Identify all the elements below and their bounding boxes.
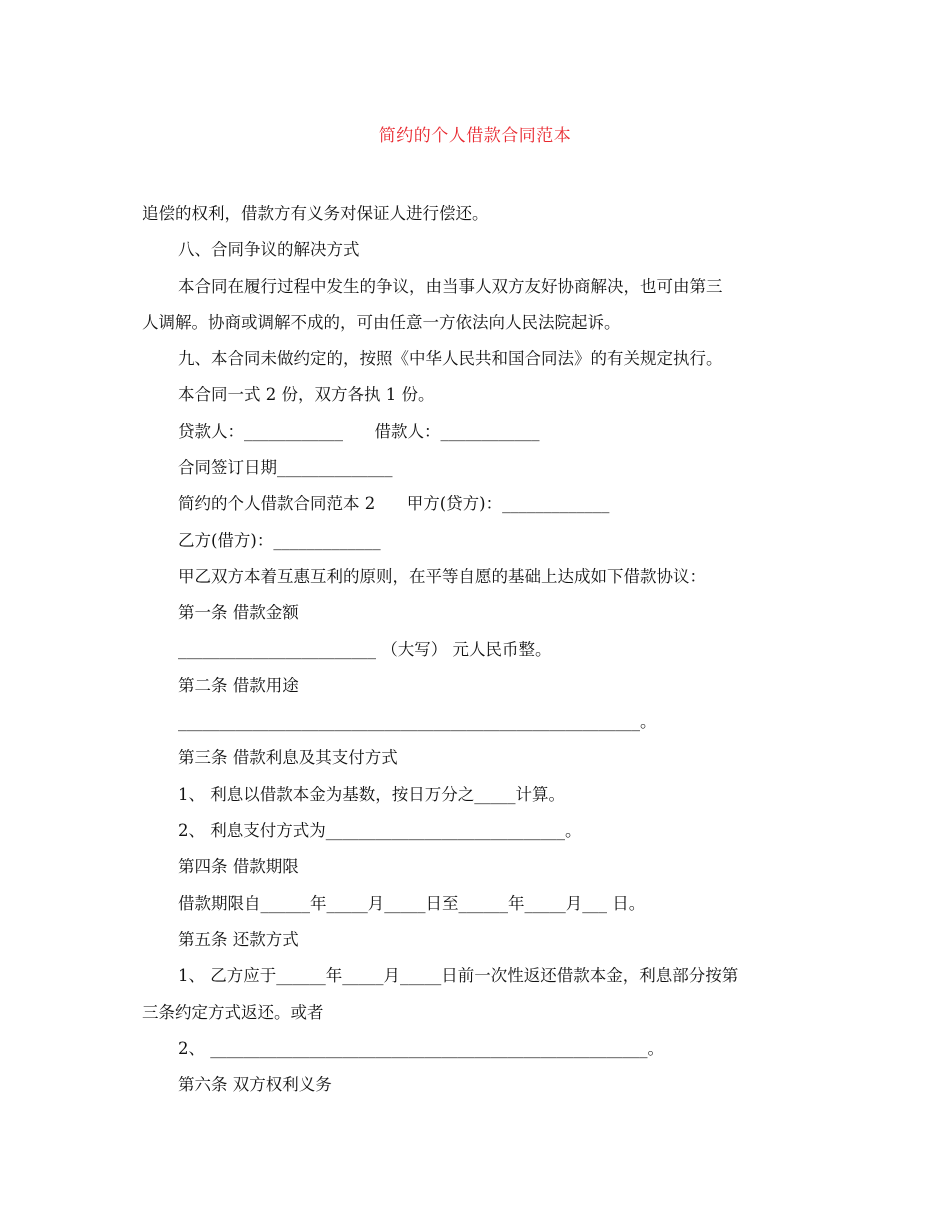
paragraph-line: 追偿的权利，借款方有义务对保证人进行偿还。 <box>142 204 489 223</box>
paragraph-line: ________________________________________________________。 <box>178 712 657 732</box>
paragraph-line: 乙方(借方)：_____________ <box>178 530 381 550</box>
paragraph-line: 1、 乙方应于______年_____月_____日前一次性返还借款本金，利息部分按第 <box>178 966 739 986</box>
paragraph-line: 第二条 借款用途 <box>178 675 299 695</box>
paragraph-line: 2、 利息支付方式为_____________________________。 <box>178 821 582 841</box>
paragraph-line: 甲乙双方本着互惠互利的原则，在平等自愿的基础上达成如下借款协议： <box>178 566 706 586</box>
paragraph-line: 合同签订日期______________ <box>178 458 393 478</box>
paragraph-line: 第三条 借款利息及其支付方式 <box>178 748 398 768</box>
paragraph-line: 借款期限自______年_____月_____日至______年_____月___ 日。 <box>178 893 646 913</box>
paragraph-line: 三条约定方式返还。或者 <box>142 1002 324 1022</box>
document-title: 简约的个人借款合同范本 <box>378 126 572 146</box>
paragraph-line: ________________________ （大写） 元人民币整。 <box>178 639 552 659</box>
paragraph-line: 第四条 借款期限 <box>178 857 299 877</box>
paragraph-line: 第六条 双方权利义务 <box>178 1075 332 1095</box>
paragraph-line: 本合同一式 2 份，双方各执 1 份。 <box>178 385 435 405</box>
paragraph-line: 简约的个人借款合同范本 2 甲方(贷方)：_____________ <box>178 494 610 514</box>
paragraph-line: 八、合同争议的解决方式 <box>178 240 360 260</box>
paragraph-line: 人调解。协商或调解不成的，可由任意一方依法向人民法院起诉。 <box>142 312 621 332</box>
paragraph-line: 1、 利息以借款本金为基数，按日万分之_____计算。 <box>178 784 565 804</box>
paragraph-line: 本合同在履行过程中发生的争议，由当事人双方友好协商解决，也可由第三 <box>178 276 723 296</box>
paragraph-line: 贷款人：____________ 借款人：____________ <box>178 421 540 441</box>
paragraph-line: 第五条 还款方式 <box>178 929 299 949</box>
document-body <box>142 196 808 1103</box>
paragraph-line: 2、 _____________________________________________________。 <box>178 1038 664 1058</box>
paragraph-line: 九、本合同未做约定的，按照《中华人民共和国合同法》的有关规定执行。 <box>178 349 723 369</box>
paragraph-line: 第一条 借款金额 <box>178 603 299 623</box>
